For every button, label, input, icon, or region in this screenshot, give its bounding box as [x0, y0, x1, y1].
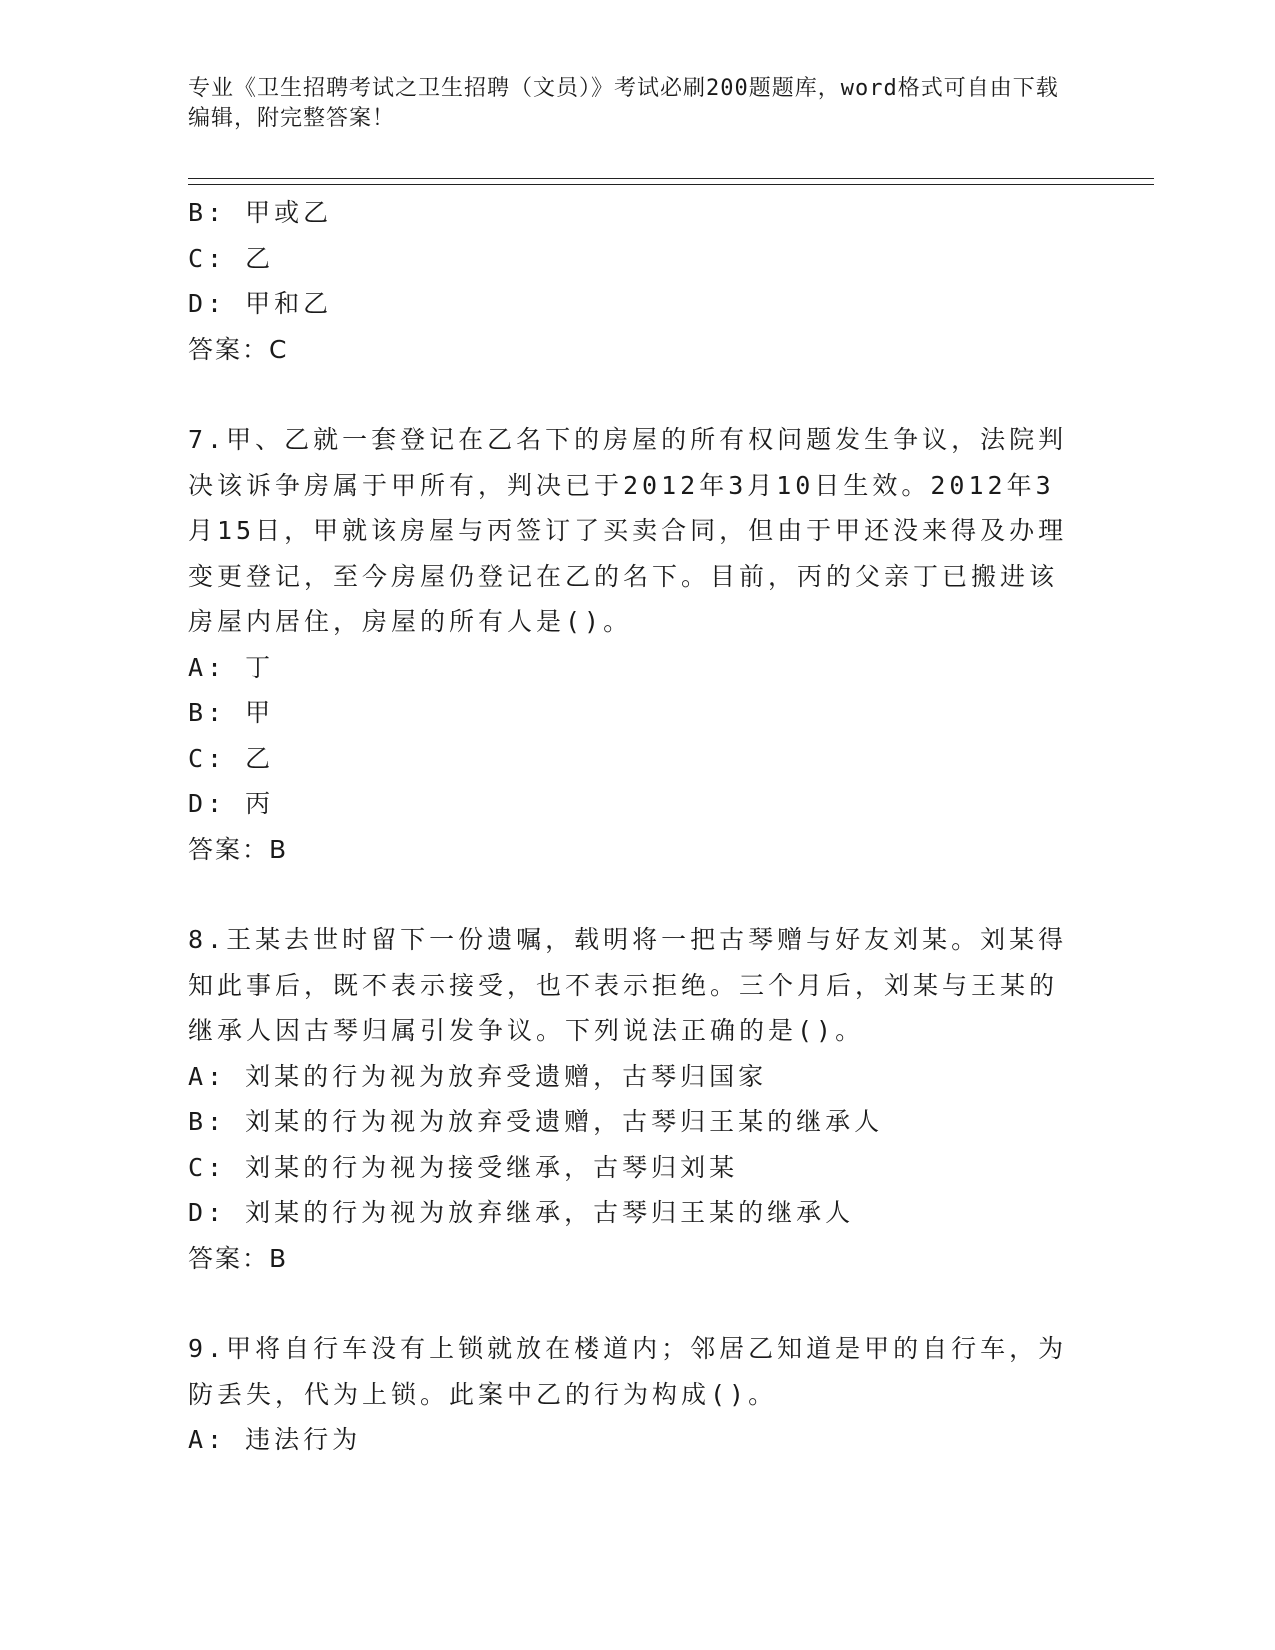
question-8-stem-line: 8.王某去世时留下一份遗嘱，载明将一把古琴赠与好友刘某。刘某得	[188, 925, 1068, 954]
question-6-options	[188, 190, 1088, 327]
question-7-stem-line: 7.甲、乙就一套登记在乙名下的房屋的所有权问题发生争议，法院判	[188, 425, 1068, 454]
option-d: D: 刘某的行为视为放弃继承，古琴归王某的继承人	[188, 1198, 855, 1227]
header-divider-bottom	[188, 184, 1154, 185]
question-7	[188, 417, 1088, 872]
header-divider-top	[188, 178, 1154, 179]
option-c: C: 刘某的行为视为接受继承，古琴归刘某	[188, 1152, 739, 1182]
option-b: B: 甲或乙	[188, 198, 333, 227]
question-7-stem-line: 决该诉争房属于甲所有，判决已于2012年3月10日生效。2012年3	[188, 470, 1055, 500]
question-9	[188, 1326, 1088, 1463]
question-8-stem-line: 知此事后，既不表示接受，也不表示拒绝。三个月后，刘某与王某的	[188, 970, 1059, 1000]
question-8-answer: 答案：B	[188, 1243, 289, 1273]
option-c: C: 乙	[188, 743, 275, 773]
question-6-answer: 答案：C	[188, 334, 289, 364]
question-7-stem-line: 月15日，甲就该房屋与丙签订了买卖合同，但由于甲还没来得及办理	[188, 516, 1068, 545]
option-c: C: 乙	[188, 243, 275, 273]
option-a: A: 违法行为	[188, 1425, 362, 1454]
question-9-stem-line: 防丢失，代为上锁。此案中乙的行为构成()。	[188, 1379, 778, 1409]
question-8-stem-line: 继承人因古琴归属引发争议。下列说法正确的是()。	[188, 1016, 865, 1045]
question-7-stem-line: 房屋内居住，房屋的所有人是()。	[188, 607, 633, 636]
spacer	[188, 372, 1088, 417]
question-9-stem-line: 9.甲将自行车没有上锁就放在楼道内；邻居乙知道是甲的自行车，为	[188, 1334, 1068, 1363]
spacer	[188, 1281, 1088, 1326]
document-header-title: 专业《卫生招聘考试之卫生招聘（文员）》考试必刷200题题库，word格式可自由下载编辑，附完整答案！	[188, 76, 1059, 131]
option-b: B: 甲	[188, 698, 275, 727]
option-a: A: 丁	[188, 652, 275, 682]
question-7-stem-line: 变更登记，至今房屋仍登记在乙的名下。目前，丙的父亲丁已搬进该	[188, 561, 1059, 591]
spacer	[188, 872, 1088, 917]
option-d: D: 丙	[188, 789, 275, 818]
question-7-answer: 答案：B	[188, 834, 289, 864]
question-content	[188, 190, 1088, 1463]
option-a: A: 刘某的行为视为放弃受遗赠，古琴归国家	[188, 1061, 768, 1091]
question-8	[188, 917, 1088, 1281]
option-d: D: 甲和乙	[188, 289, 333, 318]
option-b: B: 刘某的行为视为放弃受遗赠，古琴归王某的继承人	[188, 1107, 884, 1136]
